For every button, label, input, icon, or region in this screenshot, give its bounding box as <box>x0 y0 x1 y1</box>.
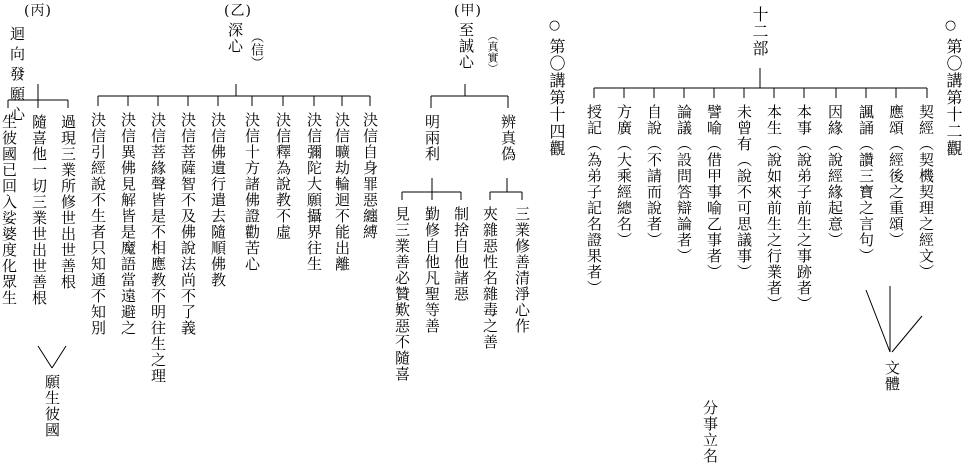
fen-shi-li-ming-label: 分事立名 <box>701 400 719 464</box>
twelve-part-item: 自說（不請而說者） <box>645 104 663 248</box>
jia-bian-item: 三業修善清淨心作 <box>513 206 531 334</box>
jia-title: 至誠心 <box>457 22 475 70</box>
jia-ming-item: 勤修自他凡聖等善 <box>423 206 441 334</box>
twelve-part-item: 論議（設問答辯論者） <box>675 104 693 264</box>
yi-heading: (乙) <box>224 3 252 19</box>
lecture-14-bullet: ○ <box>547 18 562 34</box>
yi-item: 決信佛遺行遣去隨順佛教 <box>209 112 227 288</box>
jia-bian-item: 夾雜惡性名雜毒之善 <box>481 206 499 350</box>
bing-title-text: 迴向發願心 <box>10 25 48 123</box>
jia-heading: (甲) <box>454 3 482 19</box>
lecture-12-title: 第〇講第十二觀 <box>944 38 963 157</box>
yi-item: 決信彌陀大願攝界往生 <box>305 112 323 272</box>
yi-item: 決信十方諸佛證勸苦心 <box>243 112 261 272</box>
twelve-parts-title: 十二部 <box>750 6 769 57</box>
bing-result: 願生彼國 <box>43 374 61 438</box>
twelve-part-item: 方廣（大乘經總名） <box>615 104 633 248</box>
bing-item: 隨喜他一切三業世出世善根 <box>30 114 48 306</box>
yi-item: 決信曠劫輪迴不能出離 <box>333 112 351 272</box>
yi-item: 決信菩薩智不及佛說法尚不了義 <box>179 112 197 336</box>
jia-ming-title: 明兩利 <box>423 114 441 162</box>
yi-item: 決信異佛見解皆是魔語當遠避之 <box>119 112 137 336</box>
jia-note: （真實） <box>486 30 499 74</box>
lecture-12-bullet: ○ <box>943 18 958 34</box>
yi-item: 決信引經說不生者只知通不知別 <box>89 112 107 336</box>
twelve-part-item: 本事（說弟子前生之事跡者） <box>795 104 813 312</box>
jia-ming-item: 制捨自他諸惡 <box>452 206 470 302</box>
bing-item: 過現三業所修世出世善根 <box>59 114 77 290</box>
bing-item: 生彼國已回入娑婆度化眾生 <box>0 114 18 306</box>
jia-ming-item: 見三業善必贊歎惡不隨喜 <box>393 206 411 382</box>
yi-item: 決信菩緣聲皆是不相應教不明往生之理 <box>149 112 167 384</box>
bing-title <box>10 24 70 124</box>
bing-heading: (丙) <box>24 3 52 19</box>
twelve-part-item: 授記（為弟子記名證果者） <box>585 104 603 296</box>
twelve-part-item: 譬喻（借甲事喻乙事者） <box>705 104 723 280</box>
twelve-part-item: 未曾有（說不可思議事） <box>735 104 753 280</box>
wen-ti-label: 文體 <box>883 360 901 392</box>
twelve-part-item: 契經（契機契理之經文） <box>917 104 935 280</box>
twelve-part-item: 應頌（經後之重頌） <box>887 104 905 248</box>
lecture-14-title: 第〇講第十四觀 <box>547 38 566 157</box>
yi-item: 決信自身罪惡纏縛 <box>361 112 379 240</box>
yi-item: 決信釋為說教不虛 <box>274 112 292 240</box>
yi-note: （信） <box>248 30 263 69</box>
twelve-part-item: 本生（說如來前生之行業者） <box>765 104 783 312</box>
jia-bian-title: 辨真偽 <box>499 114 517 162</box>
yi-title: 深心 <box>226 22 244 54</box>
twelve-part-item: 因緣（說經緣起意） <box>826 104 844 248</box>
twelve-part-item: 諷誦（讚三寶之言句） <box>857 104 875 264</box>
